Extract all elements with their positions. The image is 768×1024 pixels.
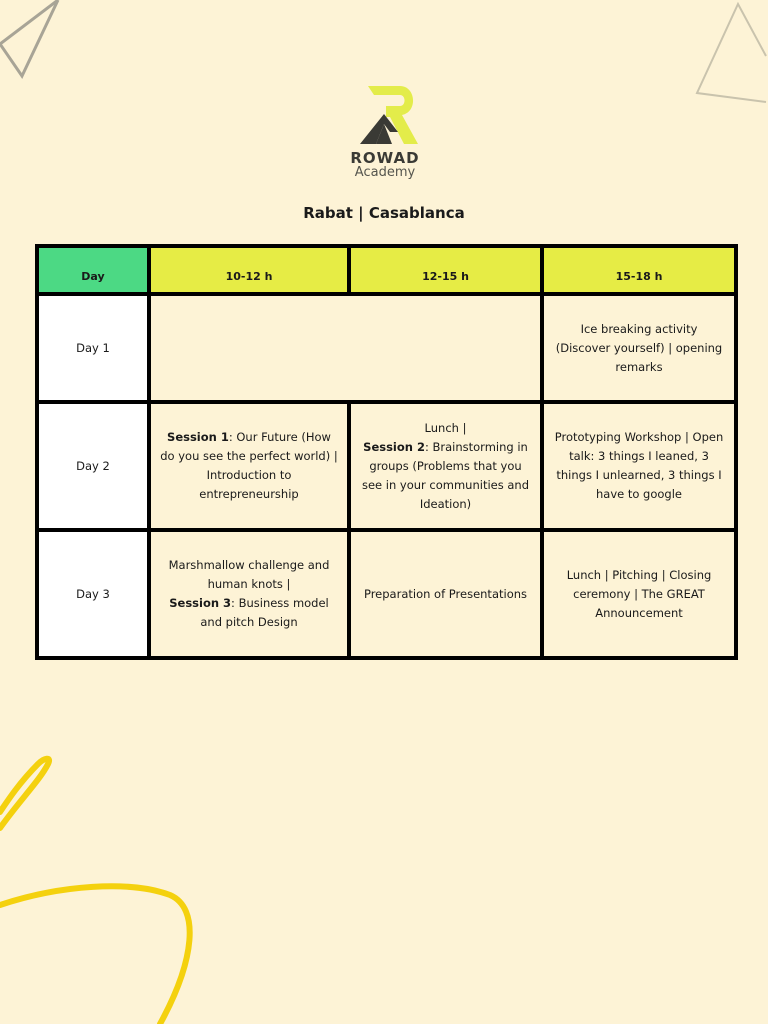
schedule-table [35,244,738,660]
header-slot-15-18: 15-18 h [542,246,736,294]
table-row [37,530,736,658]
day-cell: Day 2 [37,402,149,530]
day-cell: Day 1 [37,294,149,402]
session-label: Session 2 [363,439,425,454]
cell-prefix: Lunch | [424,420,467,435]
header-slot-12-15: 12-15 h [349,246,542,294]
top-left-triangle-shape [0,0,58,44]
session-label: Session 1 [167,430,229,444]
day-cell: Day 3 [37,530,149,658]
schedule-cell: Prototyping Workshop | Open talk: 3 things I leaned, 3 things I unlearned, 3 things I have to google [542,402,736,530]
table-row [37,402,736,530]
schedule-cell: Lunch | Pitching | Closing ceremony | The GREAT Announcement [542,530,736,658]
schedule-cell: Preparation of Presentations [349,530,542,658]
schedule-cell: Ice breaking activity (Discover yourself) | opening remarks [542,294,736,402]
table-header-row [37,246,736,294]
session-text: : Our Future (How do you see the perfect world) | Introduction to entrepreneurship [160,430,338,501]
rowad-logo [340,82,430,192]
page-title: Rabat | Casablanca [303,204,465,222]
logo-sub-text: Academy [354,165,416,180]
logo-brand-text: ROWAD [350,149,420,167]
header-day: Day [37,246,149,294]
schedule-cell [149,530,349,658]
rowad-logo-mark [350,82,420,148]
schedule-cell [349,402,542,530]
yellow-squiggle-shape [0,759,49,828]
session-text: : Brainstorming in groups (Problems that you see in your communities and Ideation) [361,439,530,511]
session-text: : Business model and pitch Design [200,596,329,629]
session-label: Session 3 [169,596,232,610]
cell-prefix: Marshmallow challenge and human knots | [168,558,330,591]
empty-merged-cell [149,294,542,402]
header-slot-10-12: 10-12 h [149,246,349,294]
schedule-cell [149,402,349,530]
yellow-curve-shape [0,886,190,1024]
table-row [37,294,736,402]
top-right-triangle-shape [697,4,766,102]
